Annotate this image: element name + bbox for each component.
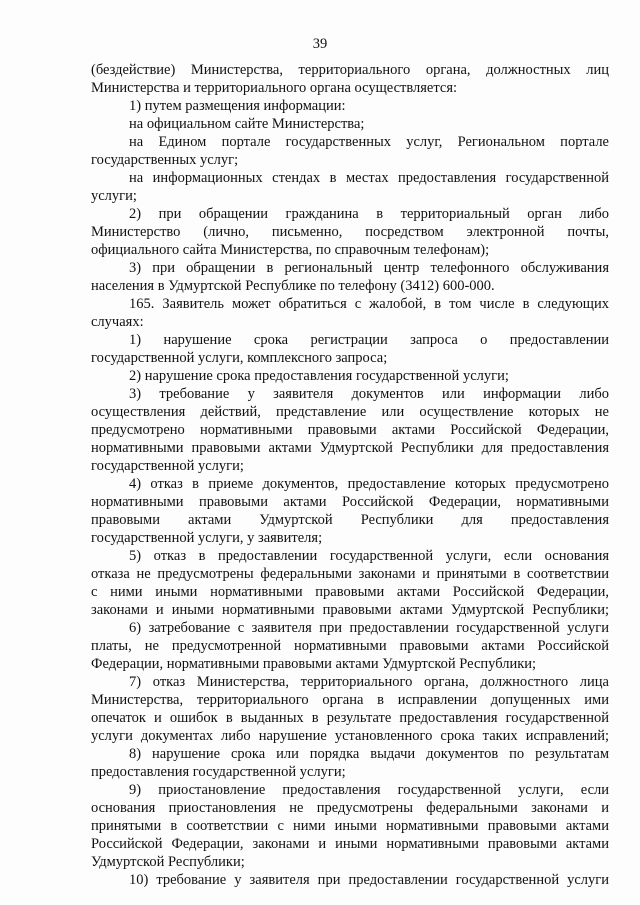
text-line: нормативными правовыми актами Российской Федерации, нормативными [91,494,609,510]
text-line: государственной услуги; [91,458,244,474]
text-line: 3) при обращении в региональный центр телефонного обслуживания [129,260,609,276]
text-line: 9) приостановление предоставления государственной услуги, если [129,782,609,798]
text-line: услуги; [91,188,137,204]
text-line: 1) нарушение срока регистрации запроса о предоставлении [129,332,609,348]
text-line: осуществления действий, представление или осуществление которых не [91,404,609,420]
text-line: Министерства, территориального органа в исправлении допущенных ими [91,692,609,708]
text-line: (бездействие) Министерства, территориального органа, должностных лиц [91,62,609,78]
text-line: Федерации, нормативными правовыми актами Удмуртской Республики; [91,656,537,672]
text-line: случаях: [91,314,144,330]
text-line: с ними иными нормативными правовыми актами Российской Федерации, [91,584,609,600]
text-line: официального сайта Министерства, по справочным телефонам); [91,242,490,258]
text-line: услуги документах либо нарушение установленного срока таких исправлений; [91,728,609,744]
text-line: платы, не предусмотренной нормативными правовыми актами Российской [91,638,609,654]
text-line: на официальном сайте Министерства; [129,116,365,132]
text-line: 2) нарушение срока предоставления государственной услуги; [129,368,509,384]
text-line: на Едином портале государственных услуг, Региональном портале [129,134,609,150]
text-line: 5) отказ в предоставлении государственной услуги, если основания [129,548,609,564]
text-line: предоставления государственной услуги; [91,764,346,780]
text-line: отказа не предусмотрены федеральными законами и принятыми в соответствии [91,566,609,582]
text-line: 1) путем размещения информации: [129,98,346,114]
text-line: 6) затребование с заявителя при предоставлении государственной услуги [129,620,609,636]
text-line: 2) при обращении гражданина в территориальный орган либо [129,206,609,222]
text-line: предусмотрено нормативными правовыми актами Российской Федерации, [91,422,609,438]
text-line: государственных услуг; [91,152,239,168]
text-line: 7) отказ Министерства, территориального органа, должностного лица [129,674,609,690]
page-number: 39 [312,36,328,52]
text-line: основания приостановления не предусмотрены федеральными законами и [91,800,609,816]
text-line: принятыми в соответствии с ними иными нормативными правовыми актами [91,818,609,834]
text-line: 8) нарушение срока или порядка выдачи документов по результатам [129,746,609,762]
text-line: нормативными правовыми актами Удмуртской Республики для предоставления [91,440,609,456]
text-line: 165. Заявитель может обратиться с жалобой, в том числе в следующих [129,296,609,312]
text-line: 4) отказ в приеме документов, предоставление которых предусмотрено [129,476,609,492]
text-line: 10) требование у заявителя при предоставлении государственной услуги [129,872,609,888]
text-line: Удмуртской Республики; [91,854,245,870]
text-line: правовыми актами Удмуртской Республики для предоставления [91,512,609,528]
text-line: на информационных стендах в местах предоставления государственной [129,170,609,186]
text-line: Министерство (лично, письменно, посредством электронной почты, [91,224,609,240]
text-line: государственной услуги, у заявителя; [91,530,323,546]
text-line: Министерства и территориального органа осуществляется: [91,80,458,96]
text-line: 3) требование у заявителя документов или информации либо [129,386,609,402]
text-line: населения в Удмуртской Республике по телефону (3412) 600-000. [91,278,495,294]
text-line: государственной услуги, комплексного запроса; [91,350,388,366]
text-line: Российской Федерации, законами и иными нормативными правовыми актами [91,836,609,852]
text-line: опечаток и ошибок в выданных в результате предоставления государственной [91,710,609,726]
text-line: законами и иными нормативными правовыми актами Удмуртской Республики; [91,602,609,618]
